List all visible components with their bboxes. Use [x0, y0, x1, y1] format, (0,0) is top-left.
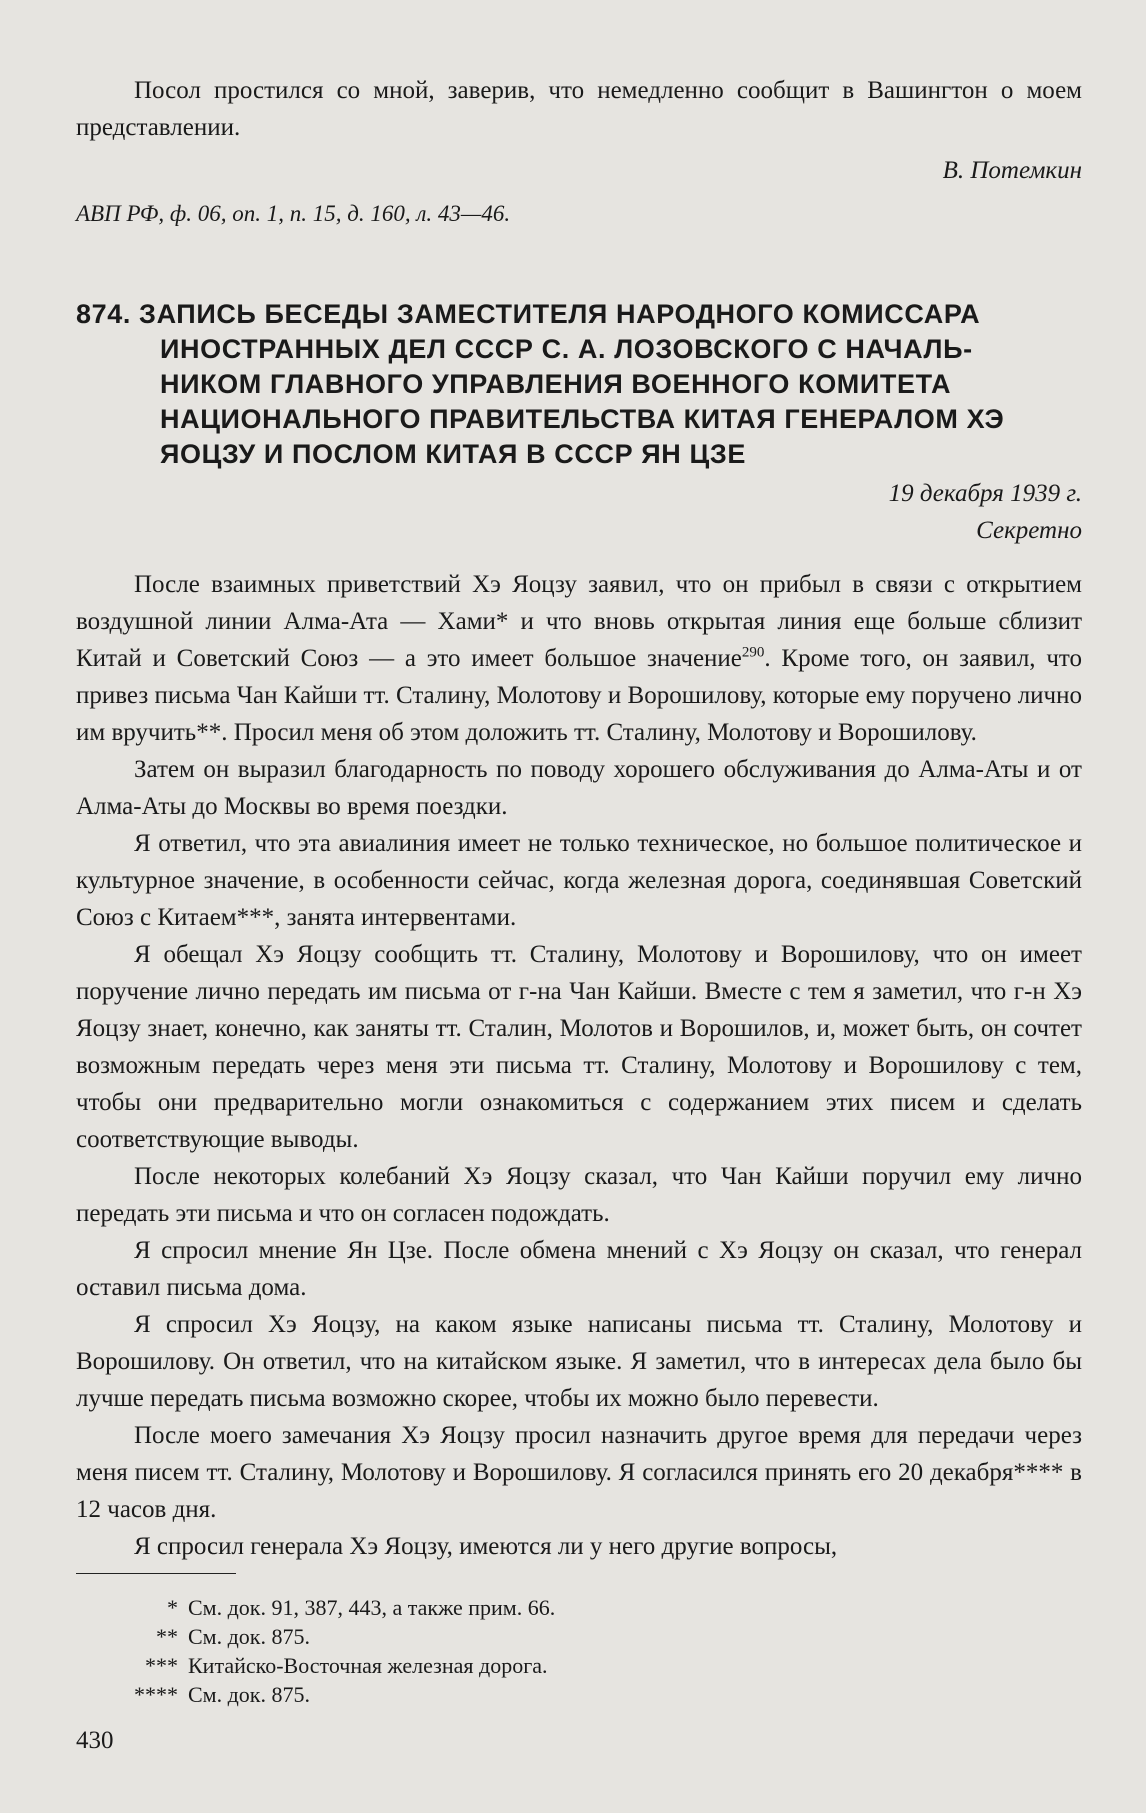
endnote-ref-290: 290 [741, 644, 765, 661]
footnote-divider [76, 1573, 236, 1574]
heading-line-3: НИКОМ ГЛАВНОГО УПРАВЛЕНИЯ ВОЕННОГО КОМИТЕТА [160, 369, 952, 399]
body-paragraph-8: После моего замечания Хэ Яоцзу просил назначить другое время для передачи через меня писем тт. Сталину, Молотову и Ворошилову. Я согласился принять его 20 декабря**** в 12 часов дня. [76, 1422, 1082, 1523]
body-paragraph-6: Я спросил мнение Ян Цзе. После обмена мнений с Хэ Яоцзу он сказал, что генерал оставил письма дома. [76, 1237, 1082, 1301]
footnote-3 [76, 1651, 548, 1680]
document-body [76, 566, 1082, 1565]
intro-section [76, 72, 1082, 227]
heading-line-1: 874. ЗАПИСЬ БЕСЕДЫ ЗАМЕСТИТЕЛЯ НАРОДНОГО КОМИССАРА [76, 299, 981, 329]
classification: Секретно [976, 517, 1082, 544]
footnote-mark: ** [156, 1624, 178, 1649]
signature: В. Потемкин [942, 157, 1082, 184]
intro-paragraph: Посол простился со мной, заверив, что немедленно сообщит в Вашингтон о моем представлении. [76, 77, 1082, 141]
body-paragraph-2: Затем он выразил благодарность по поводу хорошего обслуживания до Алма-Аты и от Алма-Аты до Москвы во время поездки. [76, 756, 1082, 820]
footnote-1 [76, 1593, 555, 1622]
body-paragraph-1-part-b: . Кроме того, он заявил, что привез письма Чан Кайши тт. Сталину, Молотову и Ворошилову, которые ему поручено лично им вручить**. Просил меня об этом доложить тт. Сталину, Молотову и Ворошилову. [76, 645, 1082, 746]
footnote-text: См. док. 91, 387, 443, а также прим. 66. [188, 1595, 556, 1620]
footnote-mark: **** [134, 1682, 178, 1707]
body-paragraph-3: Я ответил, что эта авиалиния имеет не только техническое, но большое политическое и культурное значение, в особенности сейчас, когда железная дорога, соединявшая Советский Союз с Китаем***, занята интервентами. [76, 830, 1082, 931]
heading-text [76, 297, 1082, 472]
heading-line-5: ЯОЦЗУ И ПОСЛОМ КИТАЯ В СССР ЯН ЦЗЕ [160, 439, 746, 469]
body-paragraph-5: После некоторых колебаний Хэ Яоцзу сказал, что Чан Кайши поручил ему лично передать эти письма и что он согласен подождать. [76, 1163, 1082, 1227]
footnote-text: Китайско-Восточная железная дорога. [188, 1653, 548, 1678]
document-heading [76, 297, 1082, 472]
footnote-mark: *** [145, 1653, 178, 1678]
heading-line-4: НАЦИОНАЛЬНОГО ПРАВИТЕЛЬСТВА КИТАЯ ГЕНЕРАЛОМ ХЭ [160, 404, 1005, 434]
footnote-text: См. док. 875. [188, 1682, 310, 1707]
page-number: 430 [76, 1727, 114, 1754]
heading-line-2: ИНОСТРАННЫХ ДЕЛ СССР С. А. ЛОЗОВСКОГО С НАЧАЛЬ- [160, 334, 973, 364]
footnote-mark: * [167, 1595, 178, 1620]
document-date: 19 декабря 1939 г. [888, 480, 1082, 507]
date-block [76, 475, 1082, 549]
footnote-2 [76, 1622, 310, 1651]
body-paragraph-9: Я спросил генерала Хэ Яоцзу, имеются ли у него другие вопросы, [134, 1533, 838, 1560]
body-paragraph-7: Я спросил Хэ Яоцзу, на каком языке написаны письма тт. Сталину, Молотову и Ворошилову. Он ответил, что на китайском языке. Я заметил, что в интересах дела было бы лучше передать письма возможно скорее, чтобы их можно было перевести. [76, 1311, 1082, 1412]
body-paragraph-1-part-a: После взаимных приветствий Хэ Яоцзу заявил, что он прибыл в связи с открытием воздушной линии Алма-Ата — Хами* и что вновь открытая линия еще больше сблизит Китай и Советский Союз — а это имеет большое значение [76, 571, 1082, 672]
archive-reference: АВП РФ, ф. 06, оп. 1, п. 15, д. 160, л. 43—46. [76, 201, 511, 226]
body-paragraph-1 [76, 566, 1082, 751]
footnote-4 [76, 1680, 310, 1709]
body-paragraph-4: Я обещал Хэ Яоцзу сообщить тт. Сталину, Молотову и Ворошилову, что он имеет поручение лично передать им письма от г-на Чан Кайши. Вместе с тем я заметил, что г-н Хэ Яоцзу знает, конечно, как заняты тт. Сталин, Молотов и Ворошилов, и, может быть, он сочтет возможным передать через меня эти письма тт. Сталину, Молотову и Ворошилову с тем, чтобы они предварительно могли ознакомиться с содержанием этих писем и сделать соответствующие выводы. [76, 941, 1082, 1153]
footnote-text: См. док. 875. [188, 1624, 310, 1649]
